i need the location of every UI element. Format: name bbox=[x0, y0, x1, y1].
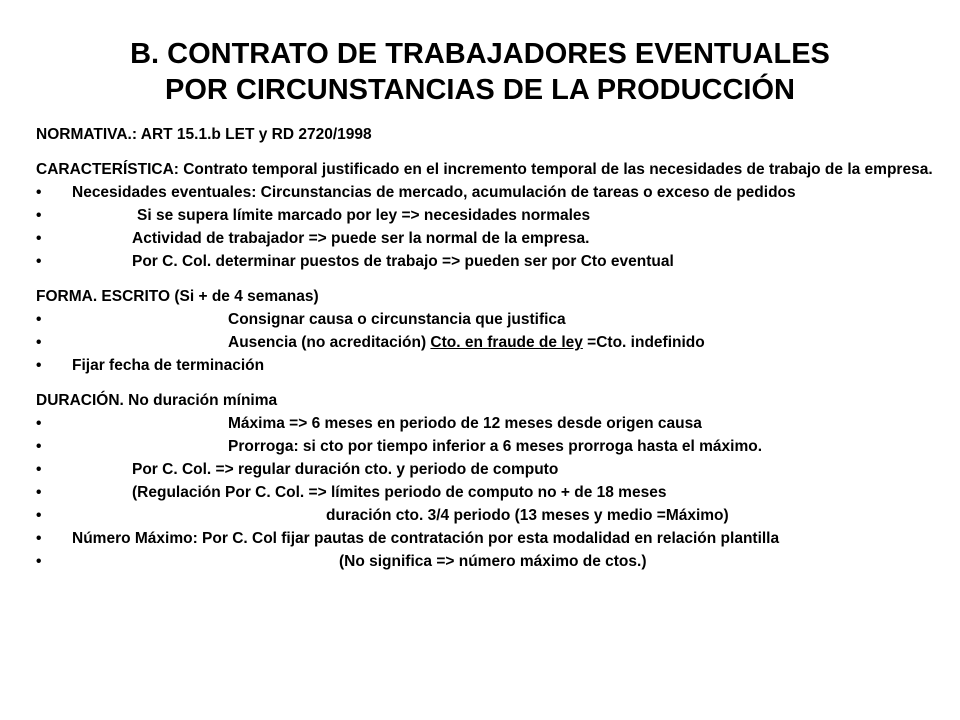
bullet-marker: • bbox=[36, 253, 42, 270]
bullet-marker: • bbox=[36, 507, 42, 524]
bullet-text: Por C. Col. determinar puestos de trabajo => pueden ser por Cto eventual bbox=[132, 253, 674, 270]
ausencia-text: Ausencia (no acreditación) bbox=[228, 334, 431, 351]
bullet-text: (Regulación Por C. Col. => límites periodo de computo no + de 18 meses bbox=[132, 484, 667, 501]
fraude-de-ley-underlined: Cto. en fraude de ley bbox=[430, 334, 583, 351]
bullet-text: Actividad de trabajador => puede ser la normal de la empresa. bbox=[132, 230, 590, 247]
slide-title bbox=[0, 36, 960, 108]
bullet-item bbox=[36, 311, 936, 328]
bullet-text: duración cto. 3/4 periodo (13 meses y medio =Máximo) bbox=[326, 507, 729, 524]
bullet-item bbox=[36, 438, 936, 455]
bullet-marker: • bbox=[36, 530, 42, 547]
bullet-marker: • bbox=[36, 438, 42, 455]
bullet-marker: • bbox=[36, 357, 42, 374]
title-line-1: B. CONTRATO DE TRABAJADORES EVENTUALES bbox=[130, 38, 830, 70]
bullet-item bbox=[36, 530, 936, 547]
bullet-marker: • bbox=[36, 461, 42, 478]
bullet-text: Número Máximo: Por C. Col fijar pautas de contratación por esta modalidad en relación plantilla bbox=[72, 530, 780, 547]
bullet-item bbox=[36, 357, 936, 374]
bullet-text: Si se supera límite marcado por ley => necesidades normales bbox=[137, 207, 591, 224]
bullet-item bbox=[36, 184, 936, 201]
bullet-item bbox=[36, 334, 936, 351]
bullet-marker: • bbox=[36, 415, 42, 432]
bullet-item bbox=[36, 207, 936, 224]
bullet-marker: • bbox=[36, 553, 42, 570]
bullet-marker: • bbox=[36, 334, 42, 351]
bullet-item bbox=[36, 507, 936, 524]
bullet-item bbox=[36, 553, 936, 570]
bullet-item bbox=[36, 230, 936, 247]
bullet-item bbox=[36, 253, 936, 270]
caracteristica-paragraph: CARACTERÍSTICA: Contrato temporal justificado en el incremento temporal de las necesidades de trabajo de la empresa. bbox=[36, 161, 933, 178]
duracion-heading: DURACIÓN. No duración mínima bbox=[36, 392, 278, 409]
bullet-marker: • bbox=[36, 484, 42, 501]
bullet-text: Máxima => 6 meses en periodo de 12 meses desde origen causa bbox=[228, 415, 702, 432]
bullet-text: (No significa => número máximo de ctos.) bbox=[339, 553, 647, 570]
bullet-item bbox=[36, 461, 936, 478]
bullet-text bbox=[36, 334, 936, 351]
bullet-marker: • bbox=[36, 207, 42, 224]
bullet-item bbox=[36, 415, 936, 432]
bullet-item bbox=[36, 484, 936, 501]
slide-content bbox=[36, 126, 936, 576]
bullet-marker: • bbox=[36, 184, 42, 201]
forma-heading: FORMA. ESCRITO (Si + de 4 semanas) bbox=[36, 288, 319, 305]
bullet-marker: • bbox=[36, 311, 42, 328]
bullet-text: Prorroga: si cto por tiempo inferior a 6 meses prorroga hasta el máximo. bbox=[228, 438, 763, 455]
bullet-marker: • bbox=[36, 230, 42, 247]
title-line-2: POR CIRCUNSTANCIAS DE LA PRODUCCIÓN bbox=[165, 74, 795, 106]
bullet-text: Consignar causa o circunstancia que justifica bbox=[228, 311, 566, 328]
bullet-text: Necesidades eventuales: Circunstancias de mercado, acumulación de tareas o exceso de pedidos bbox=[72, 184, 796, 201]
bullet-text: Por C. Col. => regular duración cto. y periodo de computo bbox=[132, 461, 559, 478]
indefinido-text: =Cto. indefinido bbox=[582, 334, 705, 351]
normativa-line: NORMATIVA.: ART 15.1.b LET y RD 2720/1998 bbox=[36, 126, 372, 143]
bullet-text: Fijar fecha de terminación bbox=[72, 357, 265, 374]
